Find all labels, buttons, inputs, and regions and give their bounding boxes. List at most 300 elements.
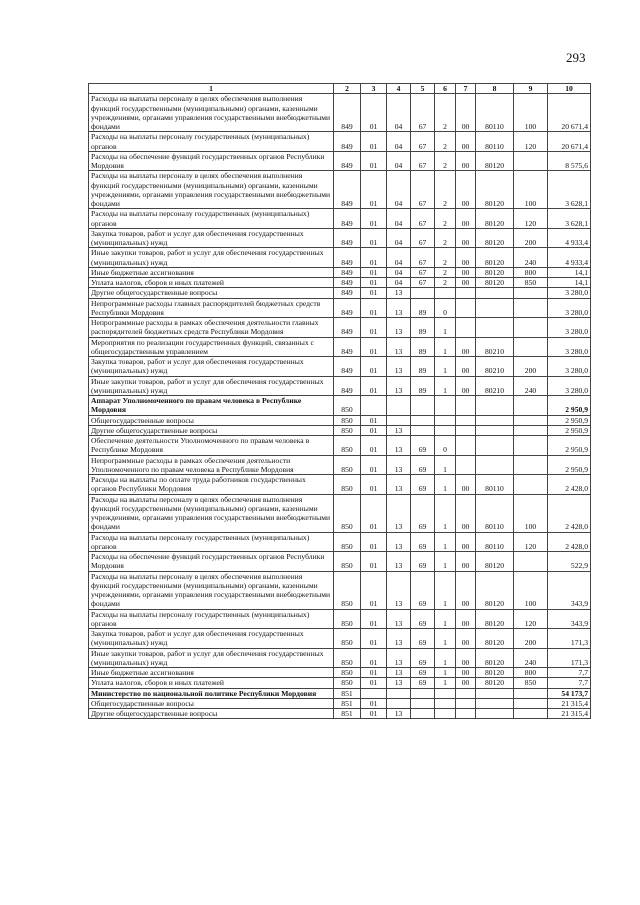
row-name-cell: Обеспечение деятельности Уполномоченного по правам человека в Республике Мордовия <box>89 436 334 456</box>
row-name-cell: Расходы на выплаты персоналу в целях обеспечения выполнения функций государственными (муниципальными) органами, казенными учреждениями, органами управления государственными внебюджетными фондами <box>89 494 334 532</box>
code-subprogram-cell: 1 <box>435 571 456 609</box>
code-main-event-cell <box>456 425 476 435</box>
code-subprogram-cell: 1 <box>435 678 456 688</box>
code-ministry-cell: 849 <box>334 94 361 132</box>
code-program-cell: 69 <box>411 571 435 609</box>
code-expense-type-cell: 120 <box>514 209 548 229</box>
code-subprogram-cell <box>435 415 456 425</box>
code-main-event-cell <box>456 455 476 475</box>
code-expense-type-cell: 120 <box>514 609 548 629</box>
code-direction-cell <box>476 698 514 708</box>
row-amount-cell: 3 280,0 <box>548 337 591 357</box>
row-amount-cell: 343,9 <box>548 609 591 629</box>
code-program-cell: 69 <box>411 455 435 475</box>
row-name-cell: Министерство по национальной политике Республики Мордовия <box>89 688 334 698</box>
code-direction-cell <box>476 688 514 698</box>
code-direction-cell: 80120 <box>476 668 514 678</box>
code-direction-cell: 80120 <box>476 678 514 688</box>
code-expense-type-cell <box>514 337 548 357</box>
code-program-cell <box>411 396 435 416</box>
code-section-cell: 01 <box>361 94 387 132</box>
table-row <box>89 629 591 649</box>
code-direction-cell: 80110 <box>476 132 514 152</box>
table-row <box>89 318 591 338</box>
code-main-event-cell: 00 <box>456 648 476 668</box>
code-subprogram-cell: 2 <box>435 132 456 152</box>
table-row <box>89 709 591 719</box>
code-subprogram-cell <box>435 698 456 708</box>
code-program-cell: 69 <box>411 475 435 495</box>
code-ministry-cell: 849 <box>334 228 361 248</box>
row-amount-cell: 3 628,1 <box>548 209 591 229</box>
table-row <box>89 396 591 416</box>
code-section-cell: 01 <box>361 171 387 209</box>
code-expense-type-cell <box>514 288 548 298</box>
code-main-event-cell: 00 <box>456 94 476 132</box>
code-section-cell: 01 <box>361 709 387 719</box>
row-name-cell: Расходы на выплаты персоналу государственных (муниципальных) органов <box>89 609 334 629</box>
code-expense-type-cell <box>514 298 548 318</box>
code-direction-cell: 80120 <box>476 171 514 209</box>
code-program-cell: 69 <box>411 494 435 532</box>
code-main-event-cell <box>456 688 476 698</box>
code-main-event-cell <box>456 415 476 425</box>
row-name-cell: Иные закупки товаров, работ и услуг для обеспечения государственных (муниципальных) нужд <box>89 376 334 396</box>
row-name-cell: Закупка товаров, работ и услуг для обеспечения государственных (муниципальных) нужд <box>89 629 334 649</box>
code-section-cell: 01 <box>361 494 387 532</box>
code-direction-cell: 80120 <box>476 151 514 171</box>
code-subprogram-cell: 2 <box>435 171 456 209</box>
code-ministry-cell: 851 <box>334 709 361 719</box>
code-program-cell: 69 <box>411 552 435 572</box>
row-amount-cell: 54 173,7 <box>548 688 591 698</box>
code-expense-type-cell: 120 <box>514 532 548 552</box>
page-number: 293 <box>566 50 586 65</box>
code-main-event-cell <box>456 436 476 456</box>
row-name-cell: Другие общегосударственные вопросы <box>89 288 334 298</box>
code-ministry-cell: 849 <box>334 151 361 171</box>
code-ministry-cell: 850 <box>334 425 361 435</box>
code-direction-cell: 80210 <box>476 357 514 377</box>
code-direction-cell <box>476 455 514 475</box>
code-subsection-cell: 13 <box>387 298 411 318</box>
table-row <box>89 248 591 268</box>
code-ministry-cell: 851 <box>334 698 361 708</box>
table-row <box>89 552 591 572</box>
row-name-cell: Аппарат Уполномоченного по правам человека в Республике Мордовия <box>89 396 334 416</box>
header-cell: 2 <box>334 84 361 94</box>
code-ministry-cell: 850 <box>334 396 361 416</box>
code-program-cell: 67 <box>411 267 435 277</box>
row-amount-cell: 522,9 <box>548 552 591 572</box>
code-program-cell: 67 <box>411 94 435 132</box>
code-subprogram-cell <box>435 288 456 298</box>
code-expense-type-cell: 850 <box>514 678 548 688</box>
code-main-event-cell: 00 <box>456 228 476 248</box>
table-row <box>89 376 591 396</box>
code-program-cell <box>411 698 435 708</box>
code-subsection-cell: 13 <box>387 288 411 298</box>
table-row <box>89 132 591 152</box>
code-expense-type-cell: 240 <box>514 376 548 396</box>
code-expense-type-cell: 200 <box>514 629 548 649</box>
code-subsection-cell <box>387 698 411 708</box>
code-direction-cell <box>476 709 514 719</box>
row-amount-cell: 3 280,0 <box>548 376 591 396</box>
code-expense-type-cell <box>514 436 548 456</box>
table-row <box>89 532 591 552</box>
row-name-cell: Иные бюджетные ассигнования <box>89 267 334 277</box>
code-ministry-cell: 849 <box>334 376 361 396</box>
code-expense-type-cell: 240 <box>514 248 548 268</box>
table-row <box>89 648 591 668</box>
row-name-cell: Расходы на обеспечение функций государственных органов Республики Мордовия <box>89 151 334 171</box>
code-subsection-cell: 13 <box>387 494 411 532</box>
code-section-cell: 01 <box>361 267 387 277</box>
code-section-cell: 01 <box>361 415 387 425</box>
code-program-cell: 67 <box>411 209 435 229</box>
code-direction-cell <box>476 425 514 435</box>
code-section-cell: 01 <box>361 629 387 649</box>
code-expense-type-cell <box>514 688 548 698</box>
code-main-event-cell: 00 <box>456 278 476 288</box>
code-direction-cell: 80120 <box>476 267 514 277</box>
code-subsection-cell: 13 <box>387 709 411 719</box>
table-row <box>89 688 591 698</box>
table-row <box>89 494 591 532</box>
code-ministry-cell: 849 <box>334 248 361 268</box>
code-section-cell: 01 <box>361 532 387 552</box>
row-name-cell: Общегосударственные вопросы <box>89 698 334 708</box>
code-direction-cell: 80120 <box>476 609 514 629</box>
code-subsection-cell: 04 <box>387 132 411 152</box>
header-cell: 4 <box>387 84 411 94</box>
code-subprogram-cell: 1 <box>435 668 456 678</box>
code-section-cell: 01 <box>361 678 387 688</box>
code-ministry-cell: 850 <box>334 494 361 532</box>
header-cell: 5 <box>411 84 435 94</box>
code-section-cell: 01 <box>361 278 387 288</box>
code-program-cell <box>411 688 435 698</box>
code-program-cell: 89 <box>411 318 435 338</box>
code-direction-cell <box>476 288 514 298</box>
row-name-cell: Общегосударственные вопросы <box>89 415 334 425</box>
code-ministry-cell: 850 <box>334 648 361 668</box>
code-main-event-cell: 00 <box>456 494 476 532</box>
code-direction-cell: 80120 <box>476 228 514 248</box>
code-direction-cell: 80210 <box>476 376 514 396</box>
code-expense-type-cell <box>514 151 548 171</box>
code-program-cell: 69 <box>411 532 435 552</box>
code-section-cell: 01 <box>361 357 387 377</box>
code-expense-type-cell: 800 <box>514 267 548 277</box>
code-main-event-cell <box>456 288 476 298</box>
code-main-event-cell: 00 <box>456 668 476 678</box>
row-name-cell: Расходы на выплаты персоналу в целях обеспечения выполнения функций государственными (муниципальными) органами, казенными учреждениями, органами управления государственными внебюджетными фондами <box>89 94 334 132</box>
code-subsection-cell: 13 <box>387 425 411 435</box>
code-subsection-cell: 13 <box>387 455 411 475</box>
code-expense-type-cell: 200 <box>514 228 548 248</box>
code-subprogram-cell: 1 <box>435 629 456 649</box>
code-subsection-cell: 04 <box>387 278 411 288</box>
code-subprogram-cell: 2 <box>435 151 456 171</box>
code-main-event-cell: 00 <box>456 609 476 629</box>
code-expense-type-cell <box>514 552 548 572</box>
code-subsection-cell: 13 <box>387 552 411 572</box>
code-ministry-cell: 849 <box>334 267 361 277</box>
code-section-cell: 01 <box>361 668 387 678</box>
code-subsection-cell: 04 <box>387 171 411 209</box>
row-amount-cell: 2 950,9 <box>548 436 591 456</box>
code-subsection-cell: 04 <box>387 267 411 277</box>
code-expense-type-cell: 200 <box>514 357 548 377</box>
code-program-cell: 67 <box>411 228 435 248</box>
row-amount-cell: 3 280,0 <box>548 318 591 338</box>
row-name-cell: Иные закупки товаров, работ и услуг для обеспечения государственных (муниципальных) нужд <box>89 248 334 268</box>
code-subsection-cell: 13 <box>387 532 411 552</box>
row-amount-cell: 2 428,0 <box>548 475 591 495</box>
code-subprogram-cell: 0 <box>435 436 456 456</box>
table-row <box>89 171 591 209</box>
row-name-cell: Расходы на выплаты персоналу государственных (муниципальных) органов <box>89 209 334 229</box>
row-name-cell: Непрограммные расходы в рамках обеспечения деятельности Уполномоченного по правам человека в Республике Мордовия <box>89 455 334 475</box>
table-row <box>89 267 591 277</box>
code-main-event-cell: 00 <box>456 248 476 268</box>
code-subsection-cell: 04 <box>387 94 411 132</box>
code-direction-cell <box>476 298 514 318</box>
code-main-event-cell: 00 <box>456 678 476 688</box>
code-program-cell: 89 <box>411 376 435 396</box>
code-subsection-cell: 13 <box>387 318 411 338</box>
table-row <box>89 357 591 377</box>
code-program-cell: 69 <box>411 668 435 678</box>
table-row <box>89 698 591 708</box>
code-ministry-cell: 850 <box>334 436 361 456</box>
code-direction-cell: 80120 <box>476 552 514 572</box>
code-ministry-cell: 849 <box>334 288 361 298</box>
code-subprogram-cell: 1 <box>435 609 456 629</box>
code-direction-cell: 80120 <box>476 209 514 229</box>
row-amount-cell: 2 950,9 <box>548 455 591 475</box>
row-amount-cell: 171,3 <box>548 629 591 649</box>
code-subsection-cell: 13 <box>387 571 411 609</box>
row-name-cell: Другие общегосударственные вопросы <box>89 425 334 435</box>
row-amount-cell: 2 950,9 <box>548 415 591 425</box>
code-program-cell <box>411 425 435 435</box>
code-subprogram-cell: 1 <box>435 532 456 552</box>
code-main-event-cell: 00 <box>456 209 476 229</box>
row-name-cell: Иные закупки товаров, работ и услуг для обеспечения государственных (муниципальных) нужд <box>89 648 334 668</box>
header-cell: 3 <box>361 84 387 94</box>
code-main-event-cell <box>456 396 476 416</box>
table-row <box>89 678 591 688</box>
code-main-event-cell: 00 <box>456 629 476 649</box>
code-subsection-cell: 13 <box>387 668 411 678</box>
table-row <box>89 278 591 288</box>
code-subprogram-cell: 0 <box>435 298 456 318</box>
code-subprogram-cell: 1 <box>435 475 456 495</box>
code-main-event-cell <box>456 298 476 318</box>
table-row <box>89 668 591 678</box>
code-section-cell: 01 <box>361 552 387 572</box>
code-subsection-cell: 13 <box>387 376 411 396</box>
row-amount-cell: 4 933,4 <box>548 248 591 268</box>
header-cell: 1 <box>89 84 334 94</box>
code-ministry-cell: 850 <box>334 532 361 552</box>
table-row <box>89 337 591 357</box>
code-expense-type-cell: 100 <box>514 571 548 609</box>
row-name-cell: Уплата налогов, сборов и иных платежей <box>89 278 334 288</box>
code-expense-type-cell <box>514 396 548 416</box>
row-name-cell: Уплата налогов, сборов и иных платежей <box>89 678 334 688</box>
code-expense-type-cell: 850 <box>514 278 548 288</box>
code-expense-type-cell <box>514 455 548 475</box>
code-section-cell: 01 <box>361 132 387 152</box>
code-section-cell: 01 <box>361 698 387 708</box>
code-ministry-cell: 851 <box>334 688 361 698</box>
code-expense-type-cell: 120 <box>514 132 548 152</box>
code-main-event-cell: 00 <box>456 475 476 495</box>
code-main-event-cell <box>456 698 476 708</box>
code-program-cell: 67 <box>411 132 435 152</box>
code-subprogram-cell: 1 <box>435 648 456 668</box>
code-direction-cell: 80110 <box>476 94 514 132</box>
code-ministry-cell: 849 <box>334 298 361 318</box>
code-program-cell: 89 <box>411 337 435 357</box>
code-main-event-cell: 00 <box>456 151 476 171</box>
row-amount-cell: 3 280,0 <box>548 357 591 377</box>
row-amount-cell: 21 315,4 <box>548 698 591 708</box>
code-subsection-cell: 13 <box>387 357 411 377</box>
code-direction-cell <box>476 436 514 456</box>
row-amount-cell: 7,7 <box>548 668 591 678</box>
row-amount-cell: 20 671,4 <box>548 94 591 132</box>
code-subsection-cell: 13 <box>387 337 411 357</box>
code-program-cell: 69 <box>411 648 435 668</box>
table-row <box>89 571 591 609</box>
code-subprogram-cell: 2 <box>435 209 456 229</box>
code-subprogram-cell: 2 <box>435 248 456 268</box>
code-expense-type-cell: 240 <box>514 648 548 668</box>
code-expense-type-cell <box>514 475 548 495</box>
code-subsection-cell: 04 <box>387 228 411 248</box>
code-section-cell: 01 <box>361 609 387 629</box>
code-ministry-cell: 850 <box>334 668 361 678</box>
code-subsection-cell: 04 <box>387 209 411 229</box>
code-subprogram-cell <box>435 425 456 435</box>
code-subsection-cell: 13 <box>387 475 411 495</box>
header-cell: 9 <box>514 84 548 94</box>
code-expense-type-cell <box>514 415 548 425</box>
code-main-event-cell: 00 <box>456 571 476 609</box>
code-expense-type-cell <box>514 698 548 708</box>
code-ministry-cell: 849 <box>334 209 361 229</box>
code-program-cell: 67 <box>411 278 435 288</box>
table-row <box>89 228 591 248</box>
code-ministry-cell: 850 <box>334 455 361 475</box>
code-direction-cell <box>476 318 514 338</box>
row-name-cell: Расходы на выплаты по оплате труда работников государственных органов Республики Мордовия <box>89 475 334 495</box>
row-name-cell: Непрограммные расходы главных распорядителей бюджетных средств Республики Мордовия <box>89 298 334 318</box>
code-program-cell: 69 <box>411 678 435 688</box>
row-name-cell: Мероприятия по реализации государственных функций, связанных с общегосударственным управлением <box>89 337 334 357</box>
code-section-cell: 01 <box>361 475 387 495</box>
row-amount-cell: 14,1 <box>548 278 591 288</box>
code-section-cell: 01 <box>361 248 387 268</box>
row-amount-cell: 343,9 <box>548 571 591 609</box>
row-amount-cell: 2 950,9 <box>548 425 591 435</box>
budget-table <box>88 83 591 719</box>
row-amount-cell: 4 933,4 <box>548 228 591 248</box>
code-expense-type-cell: 100 <box>514 171 548 209</box>
code-subsection-cell: 13 <box>387 609 411 629</box>
code-direction-cell: 80210 <box>476 337 514 357</box>
table-row <box>89 151 591 171</box>
code-subprogram-cell: 2 <box>435 278 456 288</box>
code-subprogram-cell <box>435 709 456 719</box>
code-ministry-cell: 850 <box>334 415 361 425</box>
code-subsection-cell: 13 <box>387 648 411 668</box>
row-name-cell: Расходы на выплаты персоналу в целях обеспечения выполнения функций государственными (муниципальными) органами, казенными учреждениями, органами управления государственными внебюджетными фондами <box>89 171 334 209</box>
code-ministry-cell: 850 <box>334 475 361 495</box>
code-program-cell: 89 <box>411 357 435 377</box>
code-program-cell: 67 <box>411 248 435 268</box>
table-row <box>89 288 591 298</box>
table-row <box>89 209 591 229</box>
table-row <box>89 415 591 425</box>
code-subprogram-cell: 1 <box>435 494 456 532</box>
row-amount-cell: 20 671,4 <box>548 132 591 152</box>
code-main-event-cell: 00 <box>456 376 476 396</box>
code-section-cell: 01 <box>361 318 387 338</box>
code-section-cell: 01 <box>361 436 387 456</box>
code-subsection-cell <box>387 688 411 698</box>
table-row <box>89 94 591 132</box>
code-subprogram-cell <box>435 688 456 698</box>
code-main-event-cell: 00 <box>456 552 476 572</box>
code-subprogram-cell: 1 <box>435 552 456 572</box>
code-ministry-cell: 849 <box>334 318 361 338</box>
code-program-cell: 69 <box>411 609 435 629</box>
code-section-cell <box>361 688 387 698</box>
code-subprogram-cell: 1 <box>435 376 456 396</box>
table-header-row <box>89 84 591 94</box>
code-section-cell <box>361 396 387 416</box>
code-program-cell: 67 <box>411 171 435 209</box>
table-row <box>89 475 591 495</box>
code-subprogram-cell <box>435 396 456 416</box>
code-subsection-cell: 13 <box>387 629 411 649</box>
header-cell: 10 <box>548 84 591 94</box>
code-subsection-cell <box>387 415 411 425</box>
row-name-cell: Другие общегосударственные вопросы <box>89 709 334 719</box>
row-amount-cell: 171,3 <box>548 648 591 668</box>
row-amount-cell: 8 575,6 <box>548 151 591 171</box>
code-main-event-cell <box>456 318 476 338</box>
code-expense-type-cell <box>514 425 548 435</box>
row-amount-cell: 3 280,0 <box>548 288 591 298</box>
code-direction-cell: 80120 <box>476 571 514 609</box>
code-section-cell: 01 <box>361 298 387 318</box>
code-direction-cell: 80120 <box>476 648 514 668</box>
code-ministry-cell: 849 <box>334 337 361 357</box>
table-row <box>89 436 591 456</box>
code-main-event-cell <box>456 709 476 719</box>
code-subprogram-cell: 2 <box>435 228 456 248</box>
code-section-cell: 01 <box>361 648 387 668</box>
code-ministry-cell: 850 <box>334 629 361 649</box>
row-amount-cell: 3 280,0 <box>548 298 591 318</box>
